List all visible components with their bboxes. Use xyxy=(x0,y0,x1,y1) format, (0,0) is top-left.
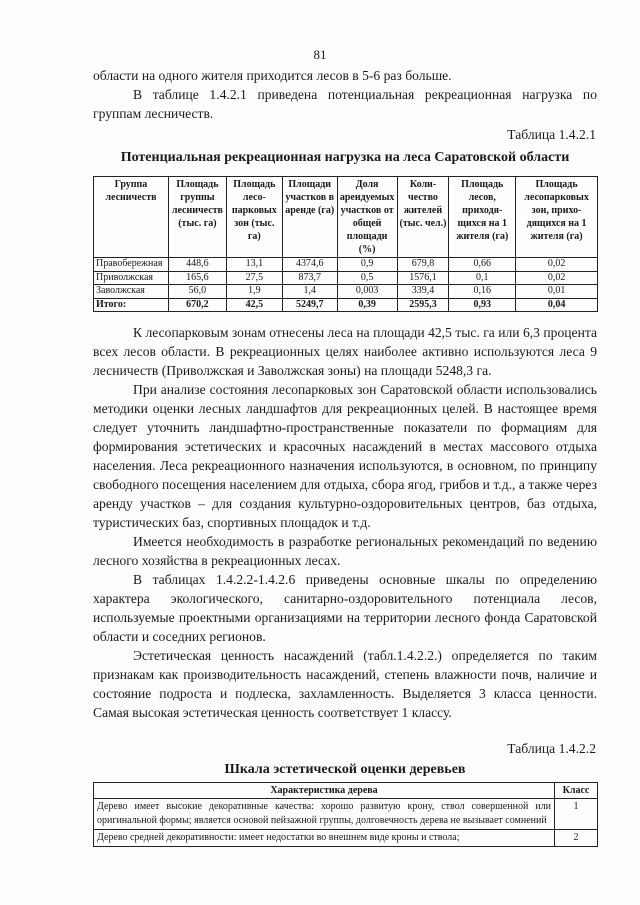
table-cell: 2 xyxy=(555,830,598,847)
table-row xyxy=(94,258,598,272)
table-row xyxy=(94,271,598,285)
table-cell: 0,04 xyxy=(516,298,598,312)
table-cell: 448,6 xyxy=(168,258,226,272)
table-cell: 1,4 xyxy=(282,285,337,299)
page-number: 81 xyxy=(313,47,327,62)
table-label: Таблица 1.4.2.1 xyxy=(507,127,596,142)
table-cell: 0,02 xyxy=(516,271,598,285)
paragraph: В таблицах 1.4.2.2-1.4.2.6 приведены основные шкалы по определению характера экологического, санитарно-оздоровительного потенциала лесов, используемые проектными организациями на территории лесного фонда Саратовской области и соседних регионов. xyxy=(93,572,597,644)
table-cell: 13,1 xyxy=(226,258,282,272)
table-cell: 0,39 xyxy=(337,298,397,312)
table-cell: 165,6 xyxy=(168,271,226,285)
table-cell: 873,7 xyxy=(282,271,337,285)
table-cell: Заволжская xyxy=(94,285,169,299)
column-header: Площади участков в аренде (га) xyxy=(282,177,337,258)
column-header: Характеристика дерева xyxy=(94,783,555,799)
column-header: Площадь лесов, приходя-щихся на 1 жителя (га) xyxy=(449,177,516,258)
table-cell: 5249,7 xyxy=(282,298,337,312)
table-header-row xyxy=(94,783,598,799)
table-header-row xyxy=(94,177,598,258)
column-header: Коли-чество жителей (тыс. чел.) xyxy=(397,177,449,258)
table-cell: 0,16 xyxy=(449,285,516,299)
table-title: Потенциальная рекреационная нагрузка на леса Саратовской области xyxy=(120,150,570,165)
text-block-top xyxy=(93,66,597,123)
table-row xyxy=(94,285,598,299)
table-label: Таблица 1.4.2.2 xyxy=(507,741,596,756)
table-cell: 0,93 xyxy=(449,298,516,312)
paragraph: Эстетическая ценность насаждений (табл.1.4.2.2.) определяется по таким признакам как производительность насаждений, степень влажности почв, наличие и состояние подроста и подлеска, захламленность. Выделяется 3 класса ценности. Самая высокая эстетическая ценность соответствует 1 классу. xyxy=(93,648,597,720)
paragraph: Имеется необходимость в разработке региональных рекомендаций по ведению лесного хозяйства в рекреационных лесах. xyxy=(93,534,597,568)
table-cell: 0,1 xyxy=(449,271,516,285)
table-cell: 0,02 xyxy=(516,258,598,272)
table-cell: 56,0 xyxy=(168,285,226,299)
table-cell: 1576,1 xyxy=(397,271,449,285)
column-header: Класс xyxy=(555,783,598,799)
column-header: Доля арендуемых участков от общей площади (%) xyxy=(337,177,397,258)
table-cell: 1 xyxy=(555,799,598,830)
table-cell: 0,003 xyxy=(337,285,397,299)
table-row xyxy=(94,799,598,830)
text-block-body xyxy=(93,323,597,722)
table-cell: 2595,3 xyxy=(397,298,449,312)
table-cell: Итого: xyxy=(94,298,169,312)
column-header: Площадь группы лесничеств (тыс. га) xyxy=(168,177,226,258)
table-cell: 0,66 xyxy=(449,258,516,272)
table-cell: Дерево имеет высокие декоративные качества: хорошо развитую крону, ствол совершенной или оригинальной формы; является основой пейзажной группы, долговечность дерева не вызывает сомнений xyxy=(94,799,555,830)
column-header: Площадь лесопарковых зон, прихо-дящихся на 1 жителя (га) xyxy=(516,177,598,258)
table-cell: 0,9 xyxy=(337,258,397,272)
table-cell: 42,5 xyxy=(226,298,282,312)
column-header: Площадь лесо-парковых зон (тыс. га) xyxy=(226,177,282,258)
paragraph: области на одного жителя приходится лесов в 5-6 раз больше. xyxy=(93,68,452,83)
table-title: Шкала эстетической оценки деревьев xyxy=(224,762,466,777)
table-cell: 670,2 xyxy=(168,298,226,312)
table-cell: 4374,6 xyxy=(282,258,337,272)
paragraph: При анализе состояния лесопарковых зон Саратовской области использовались методики оценки лесных ландшафтов для рекреационных целей. В настоящее время следует уточнить ландшафтно-пространственные показатели по формациям для формирования эстетических и красочных насаждений в местах массового отдыха населения. Леса рекреационного назначения используются, в основном, по принципу свободного посещения населением для отдыха, сбора ягод, грибов и т.д., а также через аренду участков – для создания культурно-оздоровительных центров, баз отдыха, туристических баз, спортивных площадок и т.д. xyxy=(93,382,597,530)
column-header: Группа лесничеств xyxy=(94,177,169,258)
table-cell: 0,5 xyxy=(337,271,397,285)
table-cell: 0,01 xyxy=(516,285,598,299)
table-cell: 679,8 xyxy=(397,258,449,272)
table-cell: 27,5 xyxy=(226,271,282,285)
aesthetic-scale-table xyxy=(93,782,598,847)
table-cell: 339,4 xyxy=(397,285,449,299)
paragraph: В таблице 1.4.2.1 приведена потенциальная рекреационная нагрузка по группам лесничеств. xyxy=(93,87,597,121)
recreation-load-table xyxy=(93,176,598,312)
table-cell: Приволжская xyxy=(94,271,169,285)
table-row xyxy=(94,830,598,847)
table-cell: 1,9 xyxy=(226,285,282,299)
table-cell: Дерево средней декоративности: имеет недостатки во внешнем виде кроны и ствола; xyxy=(94,830,555,847)
table-total-row xyxy=(94,298,598,312)
table-cell: Правобережная xyxy=(94,258,169,272)
paragraph: К лесопарковым зонам отнесены леса на площади 42,5 тыс. га или 6,3 процента всех лесов области. В рекреационных целях наиболее активно используются леса 9 лесничеств (Приволжская и Заволжская зоны) на площади 5248,3 га. xyxy=(93,325,597,378)
